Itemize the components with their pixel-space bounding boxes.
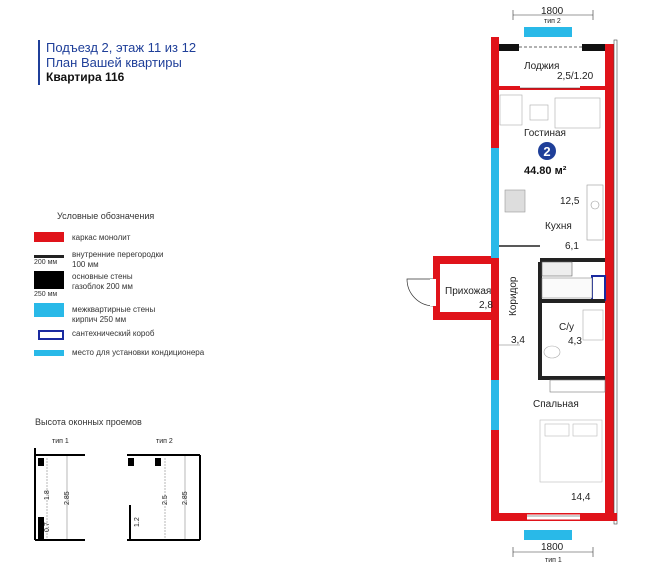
wardrobe (550, 380, 605, 392)
top-window-type: тип 2 (544, 18, 561, 25)
bedroom-area: 14,4 (571, 492, 591, 503)
window-type1-dim-height: 1.8 (44, 490, 51, 500)
legend-title: Условные обозначения (57, 211, 155, 221)
legend-caption-250: 250 мм (34, 291, 58, 298)
living-room-name: Гостиная (524, 128, 566, 139)
legend-label-plumbing-box: сантехнический короб (72, 329, 155, 338)
entrance-door (407, 279, 433, 306)
left-wall-monolith (491, 37, 499, 521)
kitchen-name: Кухня (545, 221, 572, 232)
window-type1-dim-sill: 0.7 (44, 522, 51, 532)
hall-top-wall (433, 256, 491, 264)
entrance-floor-title: Подъезд 2, этаж 11 из 12 (46, 40, 197, 55)
window-type2-dim-height: 2.5 (162, 495, 169, 505)
bottom-window-type: тип 1 (545, 557, 562, 564)
facade-line (614, 40, 617, 524)
window-type2-diagram (127, 438, 200, 540)
window-type2-dim-full: 2.85 (182, 491, 189, 505)
plumbing-box (592, 276, 605, 300)
bathroom-name: С/у (559, 322, 574, 333)
window-type1-dim-full: 2.85 (64, 491, 71, 505)
bedroom-name: Спальная (533, 399, 579, 410)
hall-bottom-wall (433, 312, 491, 320)
window-type2-label: тип 2 (156, 438, 173, 445)
left-wall-party (491, 148, 499, 258)
window-type2-dim-sill: 1.2 (134, 517, 141, 527)
legend-caption-200: 200 мм (34, 259, 58, 266)
loggia-name: Лоджия (524, 61, 560, 72)
legend-label-monolith: каркас монолит (72, 233, 131, 242)
floor-plan (407, 6, 617, 564)
legend-label-party-walls: межквартирные стены кирпич 250 мм (72, 305, 156, 324)
dining-table (505, 190, 525, 212)
corridor-area: 3,4 (511, 335, 525, 346)
apartment-number: Квартира 116 (46, 70, 125, 84)
armchair (500, 95, 522, 125)
left-wall-party-lower (491, 380, 499, 430)
top-window-dim: 1800 (541, 6, 564, 17)
window-type1-diagram (35, 438, 85, 540)
bed (540, 420, 602, 482)
legend-label-ac-spot: место для установки кондиционера (72, 348, 205, 357)
right-wall-monolith (605, 44, 614, 521)
plan-title: План Вашей квартиры (46, 55, 182, 70)
bathtub (583, 310, 603, 340)
sofa (555, 98, 600, 128)
loggia-area: 2,5/1.20 (557, 71, 594, 82)
stove (542, 262, 572, 276)
hall-area: 2,8 (479, 300, 493, 311)
legend-label-partitions: внутренние перегородки 100 мм (72, 250, 164, 269)
window-heights-title: Высота оконных проемов (35, 417, 142, 427)
top-ac-spot (524, 27, 572, 37)
total-area: 44.80 м² (524, 165, 567, 177)
kitchen-area: 6,1 (565, 241, 579, 252)
bottom-ac-spot (524, 530, 572, 540)
window-type1-label: тип 1 (52, 438, 69, 445)
hall-name: Прихожая (445, 286, 492, 297)
kitchen-counter (587, 185, 603, 240)
living-room-area: 12,5 (560, 196, 580, 207)
legend-label-main-walls: основные стены газоблок 200 мм (72, 272, 133, 291)
rooms-count: 2 (543, 144, 551, 159)
toilet (544, 346, 560, 358)
corridor-name: Коридор (508, 276, 519, 316)
bottom-window-dim: 1800 (541, 542, 564, 553)
bathroom-area: 4,3 (568, 336, 582, 347)
